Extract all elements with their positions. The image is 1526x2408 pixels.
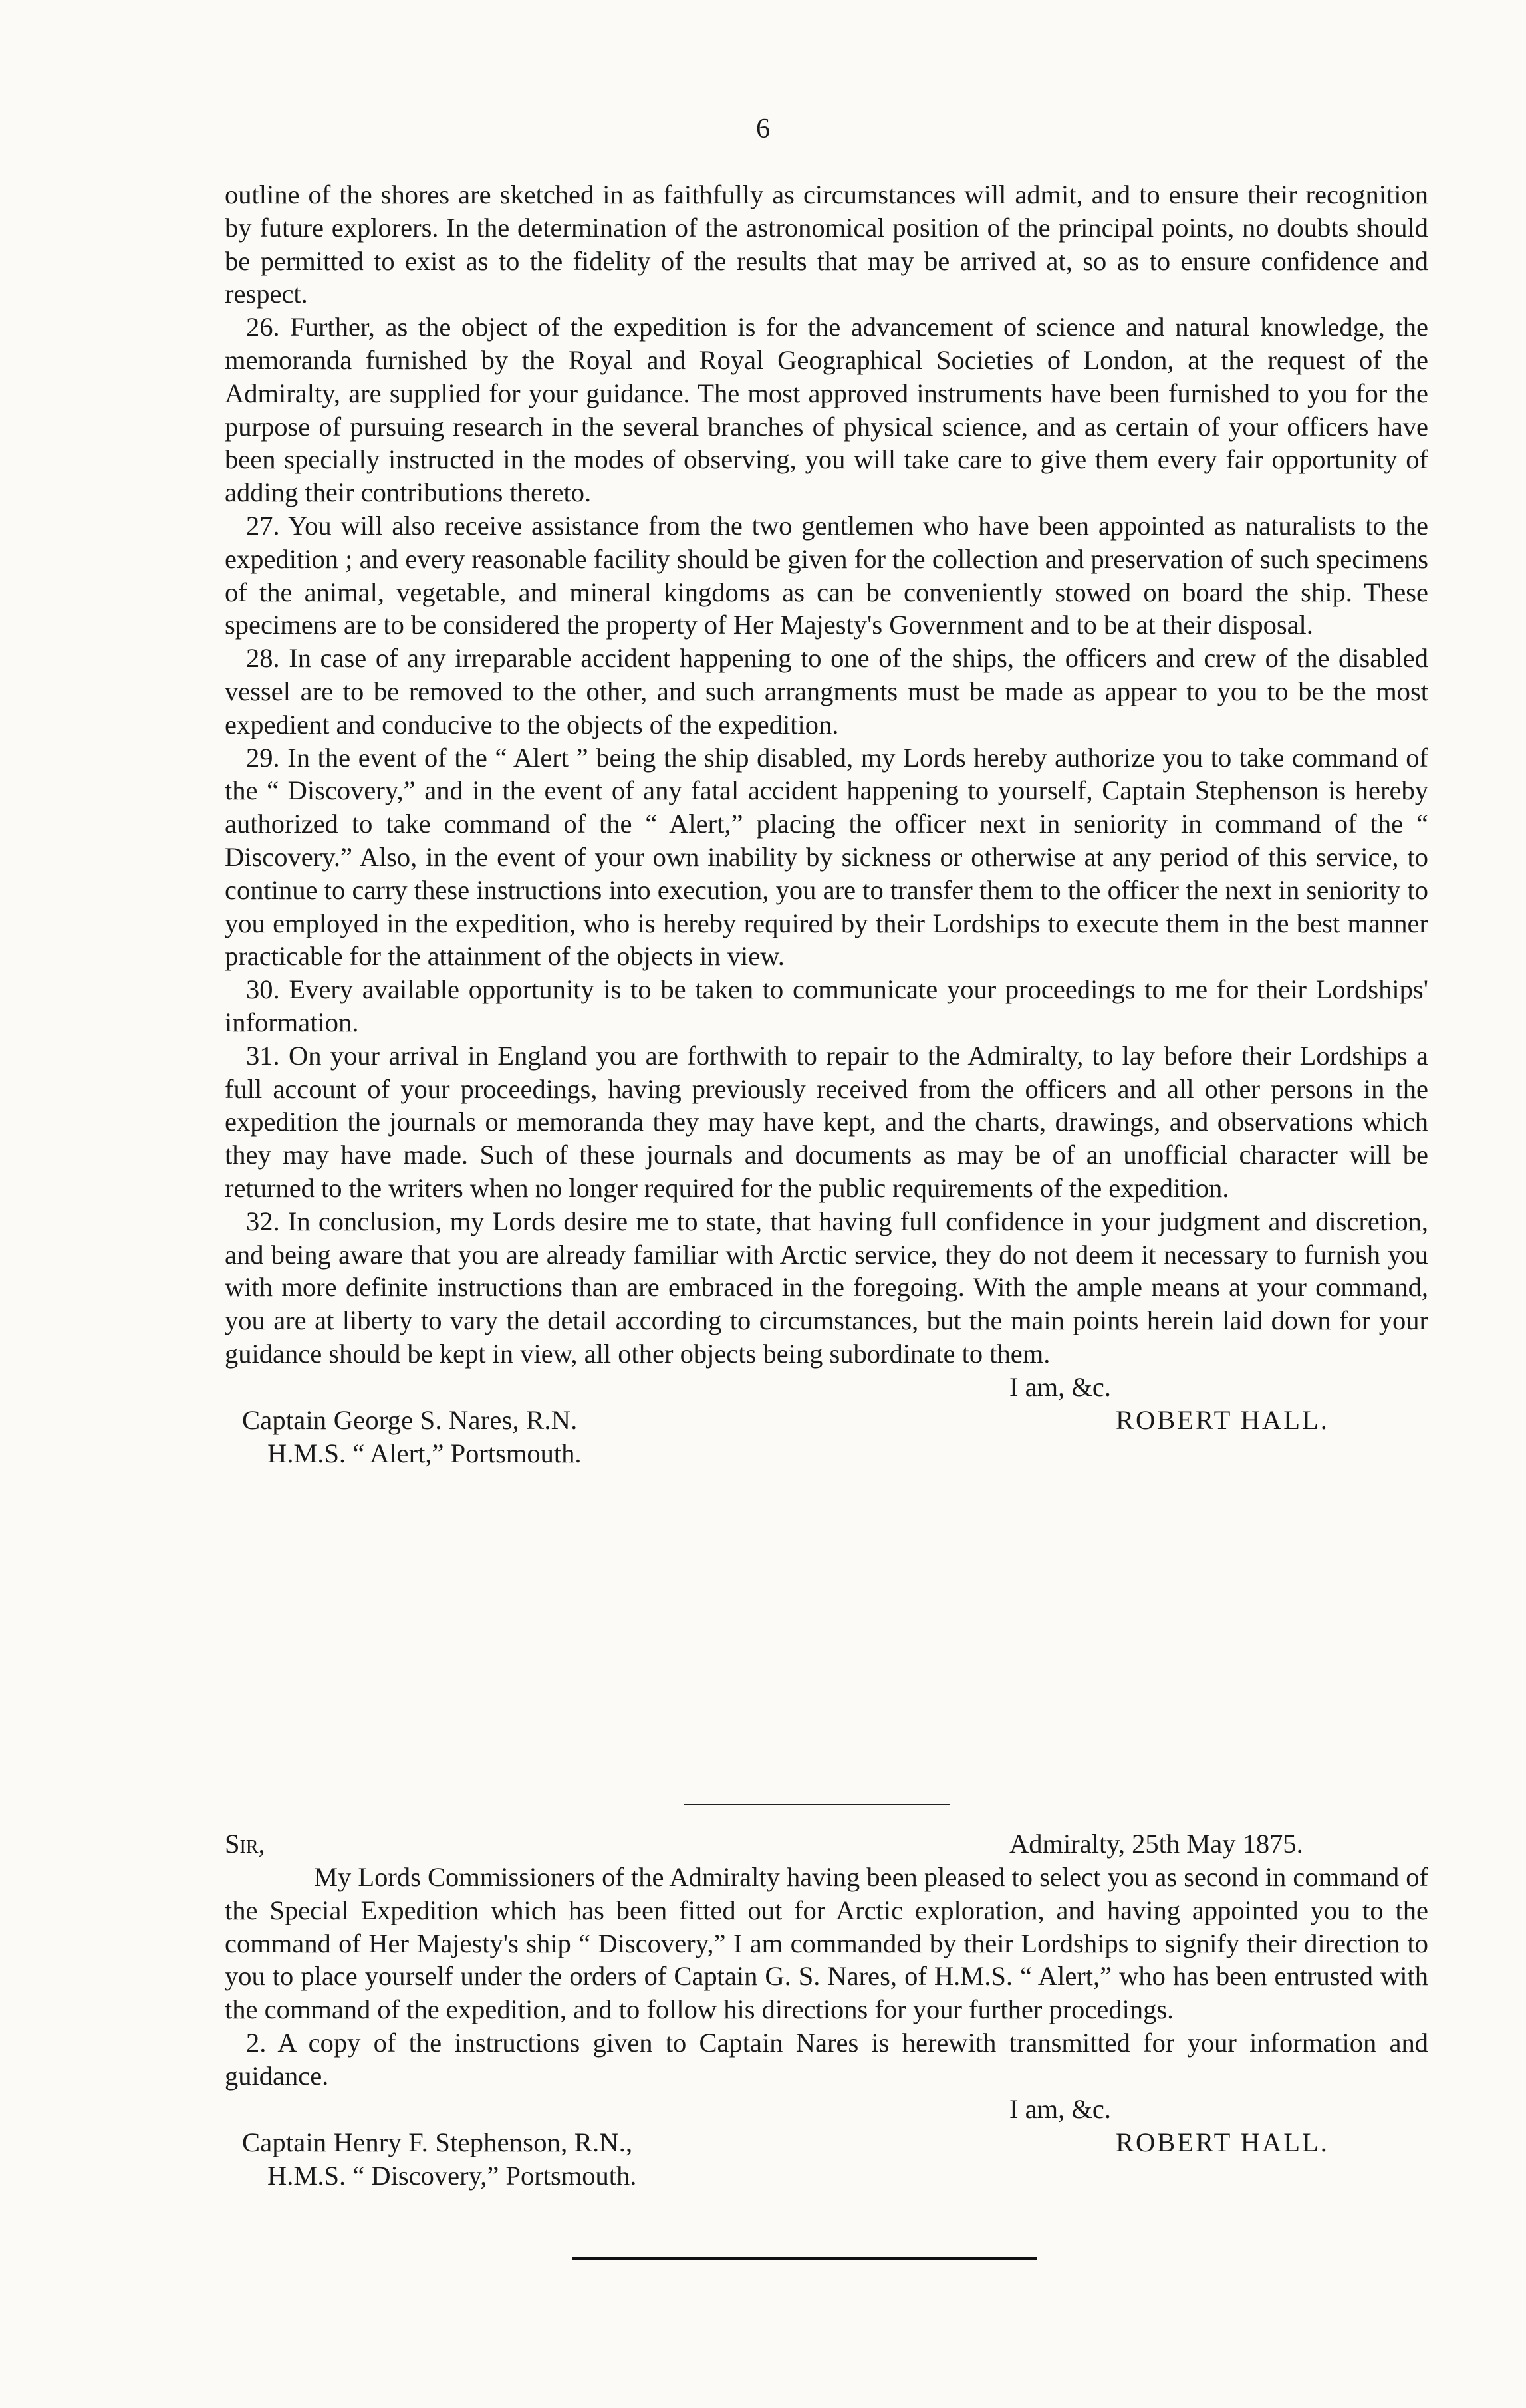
letter-1 [225,178,1428,1470]
closing-row [225,2093,1428,2126]
signature-row [225,1404,1428,1437]
letter-2 [225,1827,1428,2193]
closing: I am, &c. [1009,1371,1111,1402]
signature-row [225,2126,1428,2159]
closing-row [225,1371,1428,1404]
page-number: 6 [756,114,770,144]
paragraph-31: 31. On your arrival in England you are forthwith to repair to the Admiralty, to lay before their Lordships a full account of your proceedings, having previously received from the officers and all other persons in the expedition the journals or memoranda they may have kept, and the charts, drawings, and observations which they may have made. Such of these journals and documents as may be of an unofficial character will be returned to the writers when no longer required for the public requirements of the expedition. [225,1040,1428,1203]
letter-2-paragraph-2: 2. A copy of the instructions given to Captain Nares is herewith transmitted for your information and guidance. [225,2027,1428,2091]
paragraph-27: 27. You will also receive assistance from the two gentlemen who have been appointed as naturalists to the expedition ; and every reasonable facility should be given for the collection and preservation of such specimens of the animal, vegetable, and mineral kingdoms as can be conveniently stowed on board the ship. These specimens are to be considered the property of Her Majesty's Government and to be at their disposal. [225,510,1428,640]
dateline: Admiralty, 25th May 1875. [1009,1829,1303,1859]
paragraph-28: 28. In case of any irreparable accident happening to one of the ships, the officers and crew of the disabled vessel are to be removed to the other, and such arrangments must be made as appear to you to be the most expedient and conducive to the objects of the expedition. [225,643,1428,739]
address-row [225,1437,1428,1470]
address-row [225,2159,1428,2193]
paragraph-26: 26. Further, as the object of the expedition is for the advancement of science and natural knowledge, the memoranda furnished by the Royal and Royal Geographical Societies of London, at the request of the Admiralty, are supplied for your guidance. The most approved instruments have been furnished to you for the purpose of pursuing research in the several branches of physical science, and as certain of your officers have been specially instructed in the modes of observing, you will take care to give them every fair opportunity of adding their contributions thereto. [225,312,1428,508]
addressee: Captain Henry F. Stephenson, R.N., [242,2127,633,2157]
addressee: Captain George S. Nares, R.N. [242,1405,578,1435]
ship-address: H.M.S. “ Discovery,” Portsmouth. [267,2160,637,2191]
ship-address: H.M.S. “ Alert,” Portsmouth. [267,1438,582,1468]
salutation: Sir, [225,1829,265,1859]
paragraph-29: 29. In the event of the “ Alert ” being the ship disabled, my Lords hereby authorize you to take command of the “ Discovery,” and in the event of any fatal accident happening to yourself, Captain Stephenson is hereby authorized to take command of the “ Alert,” placing the officer next in seniority in command of the “ Discovery.” Also, in the event of your own inability by sickness or otherwise at any period of this service, to continue to carry these instructions into execution, you are to transfer them to the officer the next in seniority to you employed in the expedition, who is hereby required by their Lordships to execute them in the best manner practicable for the attainment of the objects in view. [225,742,1428,972]
paragraph-continuation: outline of the shores are sketched in as faithfully as circumstances will admit, and to ensure their recognition by future explorers. In the determination of the astronomical position of the principal points, no doubts should be permitted to exist as to the fidelity of the results that may be arrived at, so as to ensure confidence and respect. [225,180,1428,309]
signature: ROBERT HALL. [1116,1405,1329,1435]
section-divider [684,1804,950,1805]
paragraph-32: 32. In conclusion, my Lords desire me to state, that having full confidence in your judgment and discretion, and being aware that you are already familiar with Arctic service, they do not deem it necessary to furnish you with more definite instructions than are embraced in the foregoing. With the ample means at your command, you are at liberty to vary the detail according to circumstances, but the main points herein laid down for your guidance should be kept in view, all other objects being subordinate to them. [225,1206,1428,1369]
closing: I am, &c. [1009,2093,1111,2124]
signature: ROBERT HALL. [1116,2127,1329,2157]
letter-2-paragraph-1: My Lords Commissioners of the Admiralty having been pleased to select you as second in command of the Special Expedition which has been fitted out for Arctic exploration, and having appointed you to the command of Her Majesty's ship “ Discovery,” I am commanded by their Lordships to signify their direction to you to place yourself under the orders of Captain G. S. Nares, of H.M.S. “ Alert,” who has been entrusted with the command of the expedition, and to follow his directions for your further procedings. [225,1862,1428,2025]
end-rule [572,2257,1037,2260]
salutation-row [225,1827,1428,1861]
paragraph-30: 30. Every available opportunity is to be taken to communicate your proceedings to me for their Lordships' information. [225,974,1428,1037]
